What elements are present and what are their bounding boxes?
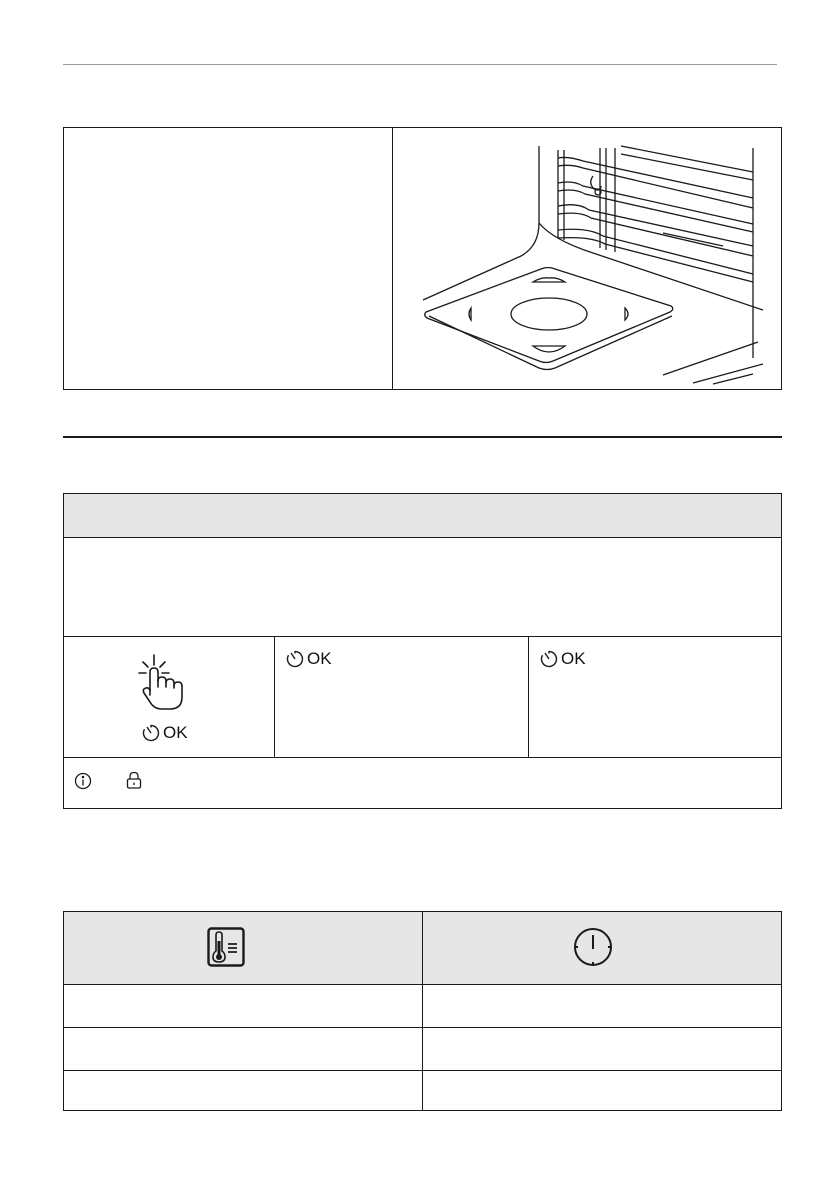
procedure-table-header	[64, 494, 781, 538]
procedure-steps	[64, 637, 781, 758]
timer-icon	[286, 650, 304, 668]
step-3	[529, 637, 781, 757]
oven-illustration	[393, 128, 781, 389]
timer-icon	[142, 724, 160, 742]
hand-touch-icon	[138, 653, 194, 711]
ok-label: OK	[561, 649, 586, 668]
timer-ok-combo	[286, 650, 332, 668]
timer-ok-combo	[142, 724, 188, 742]
top-rule	[63, 64, 777, 65]
timer-ok-combo	[540, 650, 586, 668]
lock-icon	[126, 771, 142, 789]
table-row	[64, 1071, 781, 1113]
table-row	[64, 1028, 781, 1071]
illustration-text-cell	[64, 128, 393, 389]
clock-icon	[573, 927, 613, 967]
food-sensor-thermometer-icon	[207, 927, 245, 967]
table-row	[64, 985, 781, 1028]
procedure-note	[64, 759, 781, 808]
step-2	[275, 637, 529, 757]
ok-label: OK	[163, 723, 188, 742]
ok-label: OK	[307, 649, 332, 668]
timer-icon	[540, 650, 558, 668]
info-icon	[74, 772, 92, 790]
sensor-time-table	[63, 911, 782, 1111]
illustration-box	[63, 127, 782, 390]
step-1	[64, 637, 275, 757]
section-divider	[63, 436, 782, 438]
procedure-description	[64, 538, 781, 637]
procedure-table	[63, 493, 782, 809]
